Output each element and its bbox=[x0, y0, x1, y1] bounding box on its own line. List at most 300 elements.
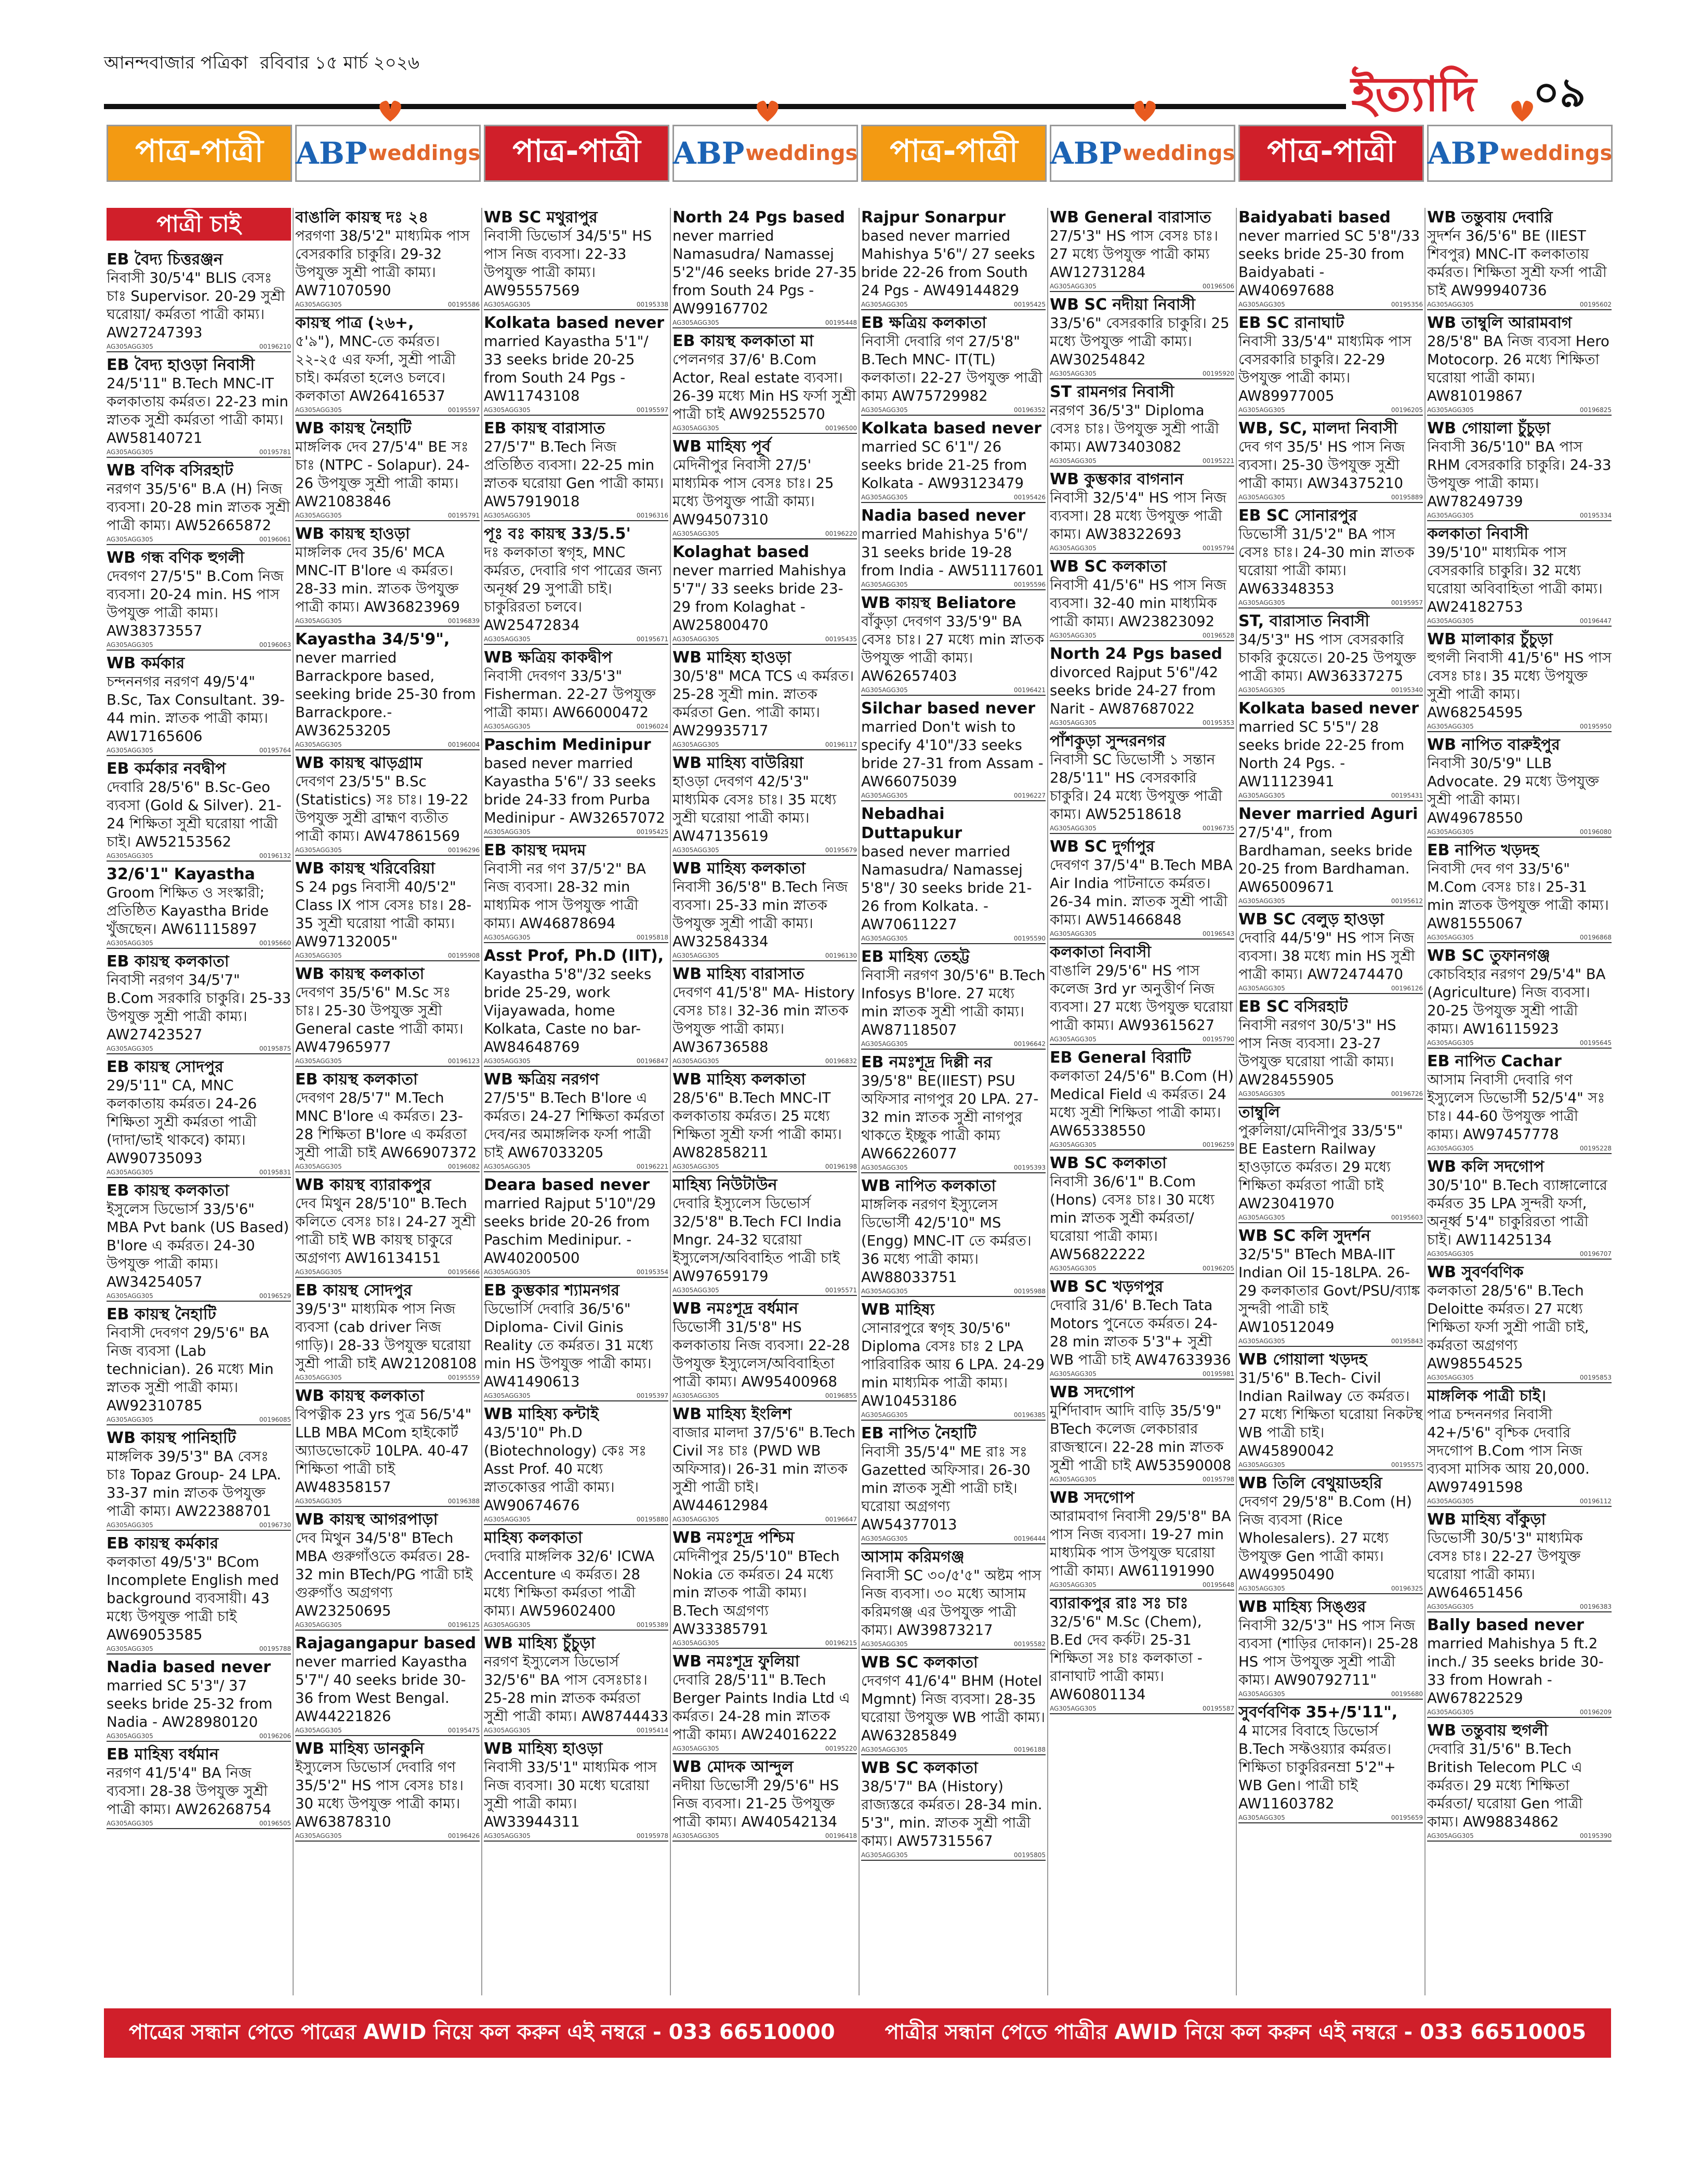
ad-heading: পাঁশকুড়া সুন্দরনগর bbox=[1050, 732, 1166, 750]
ad-ref-code: 00195790 bbox=[1202, 1036, 1234, 1043]
ad-heading: WB SC কলকাতা bbox=[1050, 558, 1167, 576]
classified-ad bbox=[1427, 208, 1612, 310]
ad-ref-code: 00195660 bbox=[259, 939, 291, 947]
classified-ad bbox=[1238, 699, 1423, 801]
ad-body: Groom শিক্ষিত ও সংস্কারী; প্রতিষ্ঠিত Kayastha Bride খুঁজছেন। AW61115897 bbox=[107, 884, 269, 937]
ad-ref-code: 00196061 bbox=[259, 536, 291, 543]
ad-ref-code: 00196505 bbox=[259, 1820, 291, 1827]
ad-code bbox=[295, 511, 480, 521]
ad-heading: 32/6'1" Kayastha bbox=[107, 865, 255, 883]
banner-label: পাত্র-পাত্রী bbox=[135, 133, 263, 169]
ad-heading: বাঙালি কায়স্থ দঃ ২৪ bbox=[295, 208, 429, 227]
ad-body: Kayastha 5'8"/32 seeks bride 25-29, work Vijayawada, home Kolkata, Caste no bar- AW84648769 bbox=[484, 966, 652, 1055]
classified-ad bbox=[484, 1739, 668, 1842]
banner-label: পাত্র-পাত্রী bbox=[512, 133, 641, 169]
ad-ref-code: 00195680 bbox=[1391, 1690, 1423, 1698]
ad-ref-code: 00195414 bbox=[636, 1727, 668, 1734]
ad-heading: WB SC দুর্গাপুর bbox=[1050, 838, 1155, 856]
ad-heading: WB মাহিষ্য ডানকুনি bbox=[295, 1740, 424, 1758]
ad-agency-code: AG305AGG305 bbox=[1238, 301, 1285, 308]
ad-ref-code: 00195425 bbox=[636, 828, 668, 836]
ad-heading: EB কায়স্থ কলকাতা মা bbox=[672, 332, 814, 350]
ad-code bbox=[484, 634, 668, 645]
ad-heading: WB তন্তুবায় হুগলী bbox=[1427, 1722, 1548, 1740]
ad-code bbox=[484, 1726, 668, 1736]
ad-code bbox=[861, 1287, 1046, 1297]
ad-agency-code: AG305AGG305 bbox=[1050, 1265, 1097, 1272]
ad-ref-code: 00195659 bbox=[1391, 1814, 1423, 1821]
classified-ad bbox=[672, 1175, 857, 1296]
classified-ad bbox=[1238, 1474, 1423, 1594]
classified-ad bbox=[1050, 1154, 1234, 1274]
ad-ref-code: 00195788 bbox=[259, 1645, 291, 1652]
ad-agency-code: AG305AGG305 bbox=[861, 1640, 908, 1648]
classified-ad bbox=[1238, 313, 1423, 416]
ad-heading: EB কায়স্থ নৈহাটি bbox=[107, 1305, 216, 1323]
classified-ad bbox=[861, 1300, 1046, 1421]
ad-heading: WB ক্ষত্রিয় নরগণ bbox=[484, 1070, 599, 1089]
ad-code bbox=[672, 318, 857, 328]
ad-ref-code: 00195764 bbox=[259, 747, 291, 754]
ad-ref-code: 00195590 bbox=[1013, 935, 1046, 942]
ad-ref-code: 00196085 bbox=[259, 1416, 291, 1423]
classified-ad bbox=[1427, 946, 1612, 1049]
classified-ad bbox=[1238, 1103, 1423, 1223]
ad-ref-code: 00195950 bbox=[1579, 723, 1612, 730]
ad-ref-code: 00195671 bbox=[636, 636, 668, 643]
ad-heading: EB কায়স্থ সোদপুর bbox=[107, 1058, 223, 1076]
ad-code bbox=[1050, 1580, 1234, 1591]
ad-ref-code: 00195425 bbox=[1013, 301, 1046, 308]
ad-ref-code: 00195389 bbox=[636, 1621, 668, 1629]
ad-body: married Mahishya 5 ft.2 inch./ 35 seeks bride 30-33 from Howrah - AW67822529 bbox=[1427, 1635, 1604, 1706]
ad-code bbox=[107, 746, 291, 756]
ad-heading: WB নাপিত কলকাতা bbox=[861, 1177, 996, 1195]
ad-body: never married Barrackpore based, seeking bride 25-30 from Barrackpore.- AW36253205 bbox=[295, 650, 476, 739]
ad-agency-code: AG305AGG305 bbox=[1238, 1461, 1285, 1468]
ad-body: কোচবিহার নরগণ 29/5'4" BA (Agriculture) নিজ ব্যবসা। 20-25 উপযুক্ত সুশ্রী পাত্রী কাম্য। AW16115923 bbox=[1427, 966, 1606, 1037]
ad-body: 34/5'3" HS পাস বেসরকারি চাকরি কুয়েতে। 20-25 উপযুক্ত পাত্রী কাম্য। AW36337275 bbox=[1238, 631, 1416, 684]
ad-heading: WB কায়স্থ খরিবেরিয়া bbox=[295, 859, 436, 878]
ad-agency-code: AG305AGG305 bbox=[295, 952, 342, 959]
ad-agency-code: AG305AGG305 bbox=[861, 581, 908, 588]
ad-heading: WB বণিক বসিরহাট bbox=[107, 461, 233, 480]
ad-body: দেবগণ 37/5'4" B.Tech MBA Air India পাটনাতে কর্মরত। 26-34 min. স্নাতক সুশ্রী পাত্রী কাম্য। AW51466848 bbox=[1050, 857, 1233, 928]
ad-agency-code: AG305AGG305 bbox=[1050, 370, 1097, 377]
ad-ref-code: 00196123 bbox=[447, 1057, 480, 1065]
classified-ad bbox=[295, 1510, 480, 1631]
ad-agency-code: AG305AGG305 bbox=[1427, 1709, 1474, 1716]
ad-body: বাঁকুড়া দেবগণ 33/5'9" BA বেসঃ চাঃ। 27 মধ্যে min স্নাতক উপযুক্ত পাত্রী কাম্য। AW62657403 bbox=[861, 613, 1045, 684]
classified-ad bbox=[672, 859, 857, 961]
ad-ref-code: 00196730 bbox=[259, 1521, 291, 1529]
ad-code bbox=[295, 1497, 480, 1507]
ad-heading: North 24 Pgs based bbox=[1050, 645, 1223, 663]
ad-code bbox=[672, 423, 857, 434]
ad-body: নিবাসী 41/5'6" HS পাস নিজ ব্যবসা। 32-40 min মাধ্যমিক পাত্রী কাম্য। AW23823092 bbox=[1050, 577, 1226, 630]
ad-body: নিবাসী নরগণ 30/5'6" B.Tech Infosys B'lore. 27 মধ্যে min স্নাতক সুশ্রী পাত্রী কাম্য। AW87118507 bbox=[861, 967, 1046, 1038]
ad-heading: WB SC কলকাতা bbox=[861, 1653, 978, 1672]
ad-body: দেবগণ 29/5'8" B.Com (H) নিজ ব্যবসা (Rice Wholesalers). 27 মধ্যে উপযুক্ত Gen পাত্রী কাম্য। AW49950490 bbox=[1238, 1493, 1412, 1583]
ad-heading: WB কায়স্থ ব্যারাকপুর bbox=[295, 1176, 431, 1194]
ad-heading: Baidyabati based bbox=[1238, 208, 1391, 227]
classified-ad bbox=[484, 313, 668, 416]
classified-ad bbox=[107, 952, 291, 1054]
ad-body: 32/5'6" M.Sc (Chem), B.Ed দেব কর্কট। 25-31 শিক্ষিতা সঃ চাঃ কলকাতা - রানাঘাট পাত্রী কাম্য। AW60801134 bbox=[1050, 1613, 1203, 1703]
ad-code bbox=[484, 1162, 668, 1172]
ad-body: never married SC 5'8"/33 seeks bride 25-30 from Baidyabati - AW40697688 bbox=[1238, 228, 1420, 299]
ad-heading: WB কায়স্থ Beliatore bbox=[861, 594, 1017, 612]
ad-ref-code: 00195603 bbox=[1391, 1214, 1423, 1221]
ad-agency-code: AG305AGG305 bbox=[107, 1045, 153, 1052]
ad-ref-code: 00195645 bbox=[1579, 1039, 1612, 1047]
ad-agency-code: AG305AGG305 bbox=[295, 301, 342, 308]
ad-code bbox=[295, 1056, 480, 1067]
ad-body: মুর্শিদাবাদ আদি বাড়ি 35/5'9" BTech কলেজ লেকচারার রাজস্থানে। 22-28 min স্নাতক সুশ্রী পাত্রী চাই AW53590008 bbox=[1050, 1402, 1232, 1474]
ad-body: দঃ কলকাতা স্বগৃহ, MNC কর্মরত, দেবারি গণ পাত্রের জন্য অনূর্ধ্ব 29 সুপাত্রী চাই। চাকুরিরতা চলবে। AW25472834 bbox=[484, 544, 662, 633]
classified-ad bbox=[1050, 1048, 1234, 1150]
ad-heading: North 24 Pgs based bbox=[672, 208, 846, 227]
ad-ref-code: 00196352 bbox=[1013, 406, 1046, 414]
classified-ad bbox=[484, 1175, 668, 1278]
ad-ref-code: 00196210 bbox=[259, 343, 291, 350]
ad-heading: Paschim Medinipur bbox=[484, 736, 651, 754]
classified-ad bbox=[672, 1070, 857, 1172]
ad-ref-code: 00196642 bbox=[1013, 1040, 1046, 1048]
ad-body: পুরুলিয়া/মেদিনীপুর 33/5'5" BE Eastern Railway হাওড়াতে কর্মরত। 29 মধ্যে শিক্ষিতা কর্মরতা পাত্রী চাই AW23041970 bbox=[1238, 1122, 1403, 1212]
ad-ref-code: 00195575 bbox=[1391, 1461, 1423, 1468]
ad-ref-code: 00196130 bbox=[825, 952, 857, 959]
ad-body: নিবাসী নরগণ 30/5'3" HS পাস নিজ ব্যবসা। 23-27 উপযুক্ত ঘরোয়া পাত্রী কাম্য। AW28455905 bbox=[1238, 1017, 1396, 1088]
ad-heading: Kolkata based never bbox=[1238, 699, 1419, 718]
section-title: পাত্রী চাই bbox=[107, 208, 291, 241]
ad-agency-code: AG305AGG305 bbox=[861, 1164, 908, 1171]
ad-agency-code: AG305AGG305 bbox=[484, 636, 531, 643]
ad-agency-code: AG305AGG305 bbox=[672, 530, 719, 537]
ad-ref-code: 00195908 bbox=[447, 952, 480, 959]
ad-code bbox=[861, 1850, 1046, 1861]
ad-heading: Never married Aguri bbox=[1238, 805, 1418, 823]
ad-heading: WB মাহিষ্য বাউরিয়া bbox=[672, 754, 804, 772]
classified-ad bbox=[107, 654, 291, 756]
ad-ref-code: 00195981 bbox=[1202, 1370, 1234, 1378]
ad-body: নিবাসী 36/5'8" B.Tech নিজ ব্যবসা। 25-33 min স্নাতক উপযুক্ত সুশ্রী পাত্রী কাম্য। AW32584334 bbox=[672, 879, 848, 950]
ad-body: পাত্র চন্দননগর নিবাসী 42+/5'6" বৃশ্চিক দেবারি সদগোপ B.Com পাস নিজ ব্যবসা মাসিক আয় 20,000. AW97491598 bbox=[1427, 1406, 1590, 1495]
ad-ref-code: 00196259 bbox=[1202, 1141, 1234, 1148]
ad-heading: WB নমঃশূদ্র পশ্চিম bbox=[672, 1529, 795, 1547]
ad-code bbox=[295, 1162, 480, 1172]
classified-ad bbox=[107, 355, 291, 458]
ad-ref-code: 00196220 bbox=[825, 530, 857, 537]
ad-body: বাঙালি 29/5'6" HS পাস কলেজ 3rd yr অনুত্তীর্ণ নিজ ব্যবসা। 27 মধ্যে উপযুক্ত ঘরোয়া পাত্রী কাম্য। AW93615627 bbox=[1050, 962, 1233, 1034]
ad-code bbox=[1050, 718, 1234, 729]
classified-ad bbox=[1050, 1383, 1234, 1485]
ad-ref-code: 00196529 bbox=[259, 1292, 291, 1300]
ad-code bbox=[1427, 300, 1612, 310]
classified-ad bbox=[672, 964, 857, 1067]
classified-column bbox=[107, 208, 291, 1923]
ad-ref-code: 00195356 bbox=[1391, 301, 1423, 308]
ad-body: married SC 5'3"/ 37 seeks bride 25-32 from Nadia - AW28980120 bbox=[107, 1677, 273, 1730]
ad-body: সোনারপুরে স্বগৃহ 30/5'6" Diploma বেসঃ চাঃ 2 LPA পারিবারিক আয় 6 LPA. 24-29 min মাধ্যমিক পাত্রী কাম্য। AW10453186 bbox=[861, 1320, 1045, 1409]
ad-heading: WB SC কলকাতা bbox=[1050, 1154, 1167, 1172]
ad-heading: EB নাপিত খড়দহ bbox=[1427, 841, 1539, 859]
ad-agency-code: AG305AGG305 bbox=[1427, 934, 1474, 941]
ad-code bbox=[1238, 405, 1423, 416]
classified-ad bbox=[672, 753, 857, 856]
ad-body: divorced Rajput 5'6"/42 seeks bride 24-27 from Narit - AW87687022 bbox=[1050, 664, 1218, 717]
ad-ref-code: 00195853 bbox=[1579, 1374, 1612, 1381]
ad-ref-code: 00196112 bbox=[1579, 1498, 1612, 1505]
ad-code bbox=[861, 791, 1046, 801]
ad-agency-code: AG305AGG305 bbox=[107, 448, 153, 456]
ad-body: হাওড়া দেবগণ 42/5'3" মাধ্যমিক বেসঃ চাঃ। 35 মধ্যে সুশ্রী ঘরোয়া পাত্রী কাম্য। AW47135619 bbox=[672, 773, 837, 844]
ad-body: নিবাসী 32/5'3" HS পাস নিজ ব্যবসা (শাড়ির দোকান)। 25-28 HS পাস উপযুক্ত সুশ্রী পাত্রী কাম্য। AW90792711" bbox=[1238, 1617, 1419, 1688]
ad-code bbox=[484, 933, 668, 943]
ad-body: মাঙ্গলিক নরগণ ইস্যুলেস ডিভোর্সী 42/5'10" MS (Engg) MNC-IT তে কর্মরত। 36 মধ্যে পাত্রী কাম্য। AW88033751 bbox=[861, 1196, 1032, 1286]
ad-body: নিবাসী 30/5'9" LLB Advocate. 29 মধ্যে উপযুক্ত সুশ্রী পাত্রী কাম্য। AW49678550 bbox=[1427, 755, 1599, 826]
ad-agency-code: AG305AGG305 bbox=[1050, 1581, 1097, 1589]
ad-ref-code: 00196063 bbox=[259, 641, 291, 648]
ad-code bbox=[1050, 456, 1234, 467]
ad-heading: WB কলি সদগোপ bbox=[1427, 1158, 1545, 1176]
ad-agency-code: AG305AGG305 bbox=[484, 1516, 531, 1523]
ad-agency-code: AG305AGG305 bbox=[484, 828, 531, 836]
classified-ad bbox=[1050, 295, 1234, 379]
ad-agency-code: AG305AGG305 bbox=[1427, 828, 1474, 836]
ad-heading: WB নমঃশূদ্র ফুলিয়া bbox=[672, 1652, 800, 1671]
ad-body: দেবারি 31/5'6" B.Tech British Telecom PLC এ কর্মরত। 29 মধ্যে শিক্ষিতা কর্মরতা/ ঘরোয়া Gen পাত্রী কাম্য। AW98834862 bbox=[1427, 1741, 1583, 1830]
ad-code bbox=[861, 934, 1046, 944]
ad-body: নিবাসী দেবগণ 33/5'3" Fisherman. 22-27 উপযুক্ত পাত্রী কাম্য। AW66000472 bbox=[484, 668, 656, 721]
ad-heading: কায়স্থ পাত্র (২৬+, bbox=[295, 314, 414, 332]
paper-name: আনন্দবাজার পত্রিকা bbox=[104, 52, 248, 73]
ad-code bbox=[672, 951, 857, 961]
classified-ad bbox=[672, 437, 857, 539]
ad-ref-code: 00196506 bbox=[1202, 283, 1234, 290]
ad-heading: WB ক্ষত্রিয় কাকদ্বীপ bbox=[484, 648, 612, 667]
ad-code bbox=[672, 1286, 857, 1296]
ad-code bbox=[1427, 1038, 1612, 1049]
ad-body: বিপত্নীক 23 yrs পুত্র 56/5'4" LLB MBA MCom হাইকোর্ট অ্যাডভোকেট 10LPA. 40-47 শিক্ষিতা পাত্রী চাই AW48358157 bbox=[295, 1406, 472, 1495]
ad-heading: WB কায়স্থ ঝাড়গ্রাম bbox=[295, 754, 423, 772]
classified-ad bbox=[1238, 506, 1423, 608]
ad-code bbox=[1050, 282, 1234, 292]
ad-code bbox=[1238, 984, 1423, 994]
ad-heading: EB কায়স্থ বারাসাত bbox=[484, 419, 605, 438]
ad-body: married Don't wish to specify 4'10"/33 seeks bride 27-31 from Assam - AW66075039 bbox=[861, 719, 1044, 790]
ad-body: নরগণ 41/5'4" BA নিজ ব্যবসা। 28-38 উপযুক্ত সুশ্রী পাত্রী কাম্য। AW26268754 bbox=[107, 1765, 271, 1818]
ad-agency-code: AG305AGG305 bbox=[1238, 1090, 1285, 1097]
ad-agency-code: AG305AGG305 bbox=[107, 1820, 153, 1827]
ad-ref-code: 00196198 bbox=[825, 1163, 857, 1170]
ad-ref-code: 00195679 bbox=[825, 846, 857, 854]
ad-ref-code: 00196024 bbox=[636, 723, 668, 730]
issue-date: রবিবার ১৫ মার্চ ২০২৬ bbox=[260, 52, 419, 73]
ad-code bbox=[1050, 369, 1234, 379]
classified-ad bbox=[1238, 997, 1423, 1100]
classified-ad bbox=[861, 419, 1046, 503]
ad-agency-code: AG305AGG305 bbox=[1238, 406, 1285, 414]
ad-agency-code: AG305AGG305 bbox=[107, 536, 153, 543]
classified-ad bbox=[1427, 1386, 1612, 1507]
ad-ref-code: 00195602 bbox=[1579, 301, 1612, 308]
ad-agency-code: AG305AGG305 bbox=[672, 952, 719, 959]
ad-heading: EB নমঃশূদ্র দিল্লী নর bbox=[861, 1053, 992, 1071]
ad-heading: WB SC বেলুড় হাওড়া bbox=[1238, 910, 1384, 929]
ad-agency-code: AG305AGG305 bbox=[484, 723, 531, 730]
patra-patri-banner bbox=[1238, 125, 1424, 182]
ad-body: নিবাসী 30/5'4" BLIS বেসঃ চাঃ Supervisor. 20-29 সুশ্রী ঘরোয়া/ কর্মরতা পাত্রী কাম্য। AW27247393 bbox=[107, 270, 285, 341]
ad-body: পরগণা 38/5'2" মাধ্যমিক পাস বেসরকারি চাকুরি। 29-32 উপযুক্ত সুশ্রী পাত্রী কাম্য। AW71070590 bbox=[295, 228, 470, 299]
ad-agency-code: AG305AGG305 bbox=[484, 406, 531, 414]
ad-body: 28/5'6" B.Tech MNC-IT কলকাতায় কর্মরত। 25 মধ্যে শিক্ষিতা সুশ্রী ফর্সা পাত্রী কাম্য। AW82858211 bbox=[672, 1090, 842, 1161]
butterfly-icon bbox=[1507, 98, 1538, 124]
classified-ad bbox=[1050, 1594, 1234, 1714]
masthead bbox=[104, 49, 426, 79]
classified-ad bbox=[1050, 837, 1234, 939]
ad-code bbox=[484, 511, 668, 521]
ad-body: নিবাসী দেব গণ 33/5'6" M.Com বেসঃ চাঃ। 25-31 min স্নাতক উপযুক্ত পাত্রী কাম্য। AW81555067 bbox=[1427, 861, 1609, 932]
ad-body: পেলনগর 37/6' B.Com Actor, Real estate ব্যবসা। 26-39 মধ্যে Min HS ফর্সা সুশ্রী পাত্রী চাই AW92552570 bbox=[672, 351, 856, 422]
ad-heading: EB ক্ষত্রিয় কলকাতা bbox=[861, 314, 987, 332]
ad-code bbox=[1050, 1475, 1234, 1485]
classified-ad bbox=[107, 1057, 291, 1178]
ad-agency-code: AG305AGG305 bbox=[295, 1268, 342, 1276]
column-divider bbox=[481, 208, 482, 1995]
ad-code bbox=[484, 722, 668, 732]
ad-ref-code: 00196385 bbox=[1013, 1411, 1046, 1419]
classified-ad bbox=[1238, 1597, 1423, 1700]
classified-ad bbox=[1427, 1157, 1612, 1260]
ad-ref-code: 00196726 bbox=[1391, 1090, 1423, 1097]
ad-agency-code: AG305AGG305 bbox=[1427, 1832, 1474, 1839]
section-brand: ইত্যাদি bbox=[1351, 66, 1475, 122]
ad-heading: EB নাপিত Cachar bbox=[1427, 1052, 1562, 1070]
ad-heading: EB নাপিত নৈহাটি bbox=[861, 1424, 977, 1442]
ad-code bbox=[484, 1267, 668, 1278]
ad-code bbox=[107, 1415, 291, 1425]
ad-agency-code: AG305AGG305 bbox=[1238, 1814, 1285, 1821]
ad-code bbox=[672, 529, 857, 539]
ad-agency-code: AG305AGG305 bbox=[861, 792, 908, 799]
ad-body: married Rajput 5'10"/29 seeks bride 20-26 from Paschim Medinipur. - AW40200500 bbox=[484, 1195, 656, 1266]
classified-ad bbox=[1427, 419, 1612, 521]
ad-code bbox=[295, 845, 480, 856]
ad-code bbox=[1050, 1369, 1234, 1380]
ad-code bbox=[1050, 544, 1234, 554]
ad-heading: WB কর্মকার bbox=[107, 654, 185, 672]
ad-code bbox=[861, 685, 1046, 696]
ad-body: 28/5'8" BA নিজ ব্যবসা Hero Motocorp. 26 মধ্যে শিক্ষিতা ঘরোয়া পাত্রী কাম্য। AW81019867 bbox=[1427, 333, 1609, 404]
classified-ad bbox=[1050, 943, 1234, 1045]
ad-heading: Nebadhai Duttapukur bbox=[861, 805, 962, 842]
ad-body: নিবাসী নর গণ 37/5'2" BA নিজ ব্যবসা। 28-32 min মাধ্যমিক পাস উপযুক্ত পাত্রী কাম্য। AW46878694 bbox=[484, 861, 646, 932]
ad-heading: Asst Prof, Ph.D (IIT), bbox=[484, 947, 664, 965]
ad-agency-code: AG305AGG305 bbox=[672, 1057, 719, 1065]
ad-heading: WB SC মথুরাপুর bbox=[484, 208, 598, 227]
ad-agency-code: AG305AGG305 bbox=[295, 1498, 342, 1505]
ad-agency-code: AG305AGG305 bbox=[672, 741, 719, 748]
ad-agency-code: AG305AGG305 bbox=[1238, 1214, 1285, 1221]
ad-agency-code: AG305AGG305 bbox=[295, 741, 342, 748]
ad-code bbox=[1238, 1813, 1423, 1823]
ad-agency-code: AG305AGG305 bbox=[672, 636, 719, 643]
ad-heading: মাহিষ্য নিউটাউন bbox=[672, 1176, 777, 1194]
ad-heading: WB SC নদীয়া নিবাসী bbox=[1050, 296, 1195, 314]
ad-body: দেবগণ 41/6'4" BHM (Hotel Mgmnt) নিজ ব্যবসা। 28-35 ঘরোয়া উপযুক্ত WB পাত্রী কাম্য। AW63285849 bbox=[861, 1673, 1045, 1744]
ad-agency-code: AG305AGG305 bbox=[107, 1732, 153, 1740]
ad-code bbox=[1238, 685, 1423, 696]
ad-ref-code: 00195978 bbox=[636, 1832, 668, 1839]
classified-ad bbox=[107, 1534, 291, 1654]
ad-body: নিবাসী 33/5'1" মাধ্যমিক পাস নিজ ব্যবসা। 30 মধ্যে ঘরোয়া সুশ্রী পাত্রী কাম্য। AW33944311 bbox=[484, 1759, 657, 1830]
ad-agency-code: AG305AGG305 bbox=[295, 406, 342, 414]
ad-code bbox=[1238, 598, 1423, 608]
ad-code bbox=[1427, 827, 1612, 838]
ad-agency-code: AG305AGG305 bbox=[484, 934, 531, 941]
ad-agency-code: AG305AGG305 bbox=[672, 1516, 719, 1523]
ad-ref-code: 00195582 bbox=[1013, 1640, 1046, 1648]
ad-code bbox=[1427, 1602, 1612, 1612]
classified-ad bbox=[484, 1405, 668, 1525]
ad-agency-code: AG305AGG305 bbox=[1427, 1374, 1474, 1381]
ad-agency-code: AG305AGG305 bbox=[484, 512, 531, 519]
classified-ad bbox=[1238, 1703, 1423, 1823]
classified-ad bbox=[672, 1299, 857, 1401]
ad-heading: কলকাতা নিবাসী bbox=[1427, 525, 1528, 543]
ad-heading: ব্যারাকপুর রাঃ সঃ চাঃ bbox=[1050, 1594, 1189, 1612]
ad-ref-code: 00196004 bbox=[447, 741, 480, 748]
ad-ref-code: 00195889 bbox=[1391, 494, 1423, 501]
classified-ad bbox=[1050, 382, 1234, 467]
ad-ref-code: 00195880 bbox=[636, 1516, 668, 1523]
ad-code bbox=[1050, 824, 1234, 834]
ad-body: দেব মিথুন 34/5'8" BTech MBA গুরুগাঁওতে কর্মরত। 28-32 min BTech/PG পাত্রী চাই গুরুগাঁও অগ্রগণ্য AW23250695 bbox=[295, 1530, 473, 1619]
ad-body: দেব মিথুন 28/5'10" B.Tech কলিতে বেসঃ চাঃ। 24-27 সুশ্রী পাত্রী চাই WB কায়স্থ চাকুরে অগ্রগণ্য AW16134151 bbox=[295, 1195, 476, 1266]
ad-body: নরগণ 36/5'3" Diploma বেসঃ চাঃ। উপযুক্ত সুশ্রী পাত্রী কাম্য। AW73403082 bbox=[1050, 402, 1219, 455]
ad-heading: WB তিলি বেথুয়াডহরি bbox=[1238, 1474, 1382, 1492]
ad-body: নিবাসী 32/5'4" HS পাস নিজ ব্যবসা। 28 মধ্যে উপযুক্ত পাত্রী কাম্য। AW38322693 bbox=[1050, 489, 1226, 542]
ad-heading: WB গোয়ালা খড়দহ bbox=[1238, 1351, 1367, 1369]
ad-heading: তাম্বুলি bbox=[1238, 1103, 1280, 1121]
ad-code bbox=[672, 634, 857, 645]
ad-agency-code: AG305AGG305 bbox=[295, 617, 342, 625]
ad-code bbox=[861, 1534, 1046, 1544]
ad-body: 31/5'6" B.Tech- Civil Indian Railway তে কর্মরত। 27 মধ্যে শিক্ষিতা ঘরোয়া নিকটস্থ WB পাত্রী চাই। AW45890042 bbox=[1238, 1370, 1423, 1459]
ad-body: ইস্যুলেস ডিভোর্স দেবারি গণ 35/5'2" HS পাস বেসঃ চাঃ। 30 মধ্যে উপযুক্ত পাত্রী কাম্য। AW63878310 bbox=[295, 1759, 464, 1830]
ad-heading: Kayastha 34/5'9", bbox=[295, 630, 450, 648]
classified-ad bbox=[861, 208, 1046, 310]
ad-agency-code: AG305AGG305 bbox=[295, 1163, 342, 1170]
classified-ad bbox=[1238, 910, 1423, 994]
ad-agency-code: AG305AGG305 bbox=[1427, 723, 1474, 730]
ad-heading: WB SC তুফানগঞ্জ bbox=[1427, 947, 1550, 965]
ad-heading: EB SC সোনারপুর bbox=[1238, 507, 1357, 525]
ad-agency-code: AG305AGG305 bbox=[672, 1639, 719, 1647]
ad-code bbox=[107, 447, 291, 458]
ad-body: মাঙ্গলিক 39/5'3" BA বেসঃ চাঃ Topaz Group- 24 LPA. 33-37 min স্নাতক উপযুক্ত পাত্রী কাম্য। AW22388701 bbox=[107, 1448, 281, 1519]
ad-body: নিবাসী 36/5'10" BA পাস RHM বেসরকারি চাকুরি। 24-33 উপযুক্ত পাত্রী কাম্য। AW78249739 bbox=[1427, 439, 1612, 510]
ad-body: দেবগণ 35/5'6" M.Sc সঃ চাঃ। 25-30 উপযুক্ত সুশ্রী General caste পাত্রী কাম্য। AW47965977 bbox=[295, 984, 464, 1055]
ad-body: 38/5'7" BA (History) রাজ্যস্তরে কর্মরত। 28-34 min. 5'3", min. স্নাতক সুশ্রী পাত্রী কাম্য। AW57315567 bbox=[861, 1778, 1043, 1849]
ad-body: based never married Kayastha 5'6"/ 33 seeks bride 24-33 from Purba Medinipur - AW32657072 bbox=[484, 755, 665, 826]
ad-heading: পূঃ বঃ কায়স্থ 33/5.5' bbox=[484, 525, 631, 543]
ad-agency-code: AG305AGG305 bbox=[1427, 1603, 1474, 1610]
ad-agency-code: AG305AGG305 bbox=[484, 301, 531, 308]
ad-agency-code: AG305AGG305 bbox=[1427, 1250, 1474, 1258]
ad-body: কলকাতা 24/5'6" B.Com (H) Medical Field এ কর্মরত। 24 মধ্যে সুশ্রী শিক্ষিতা পাত্রী কাম্য। AW65338550 bbox=[1050, 1068, 1234, 1139]
